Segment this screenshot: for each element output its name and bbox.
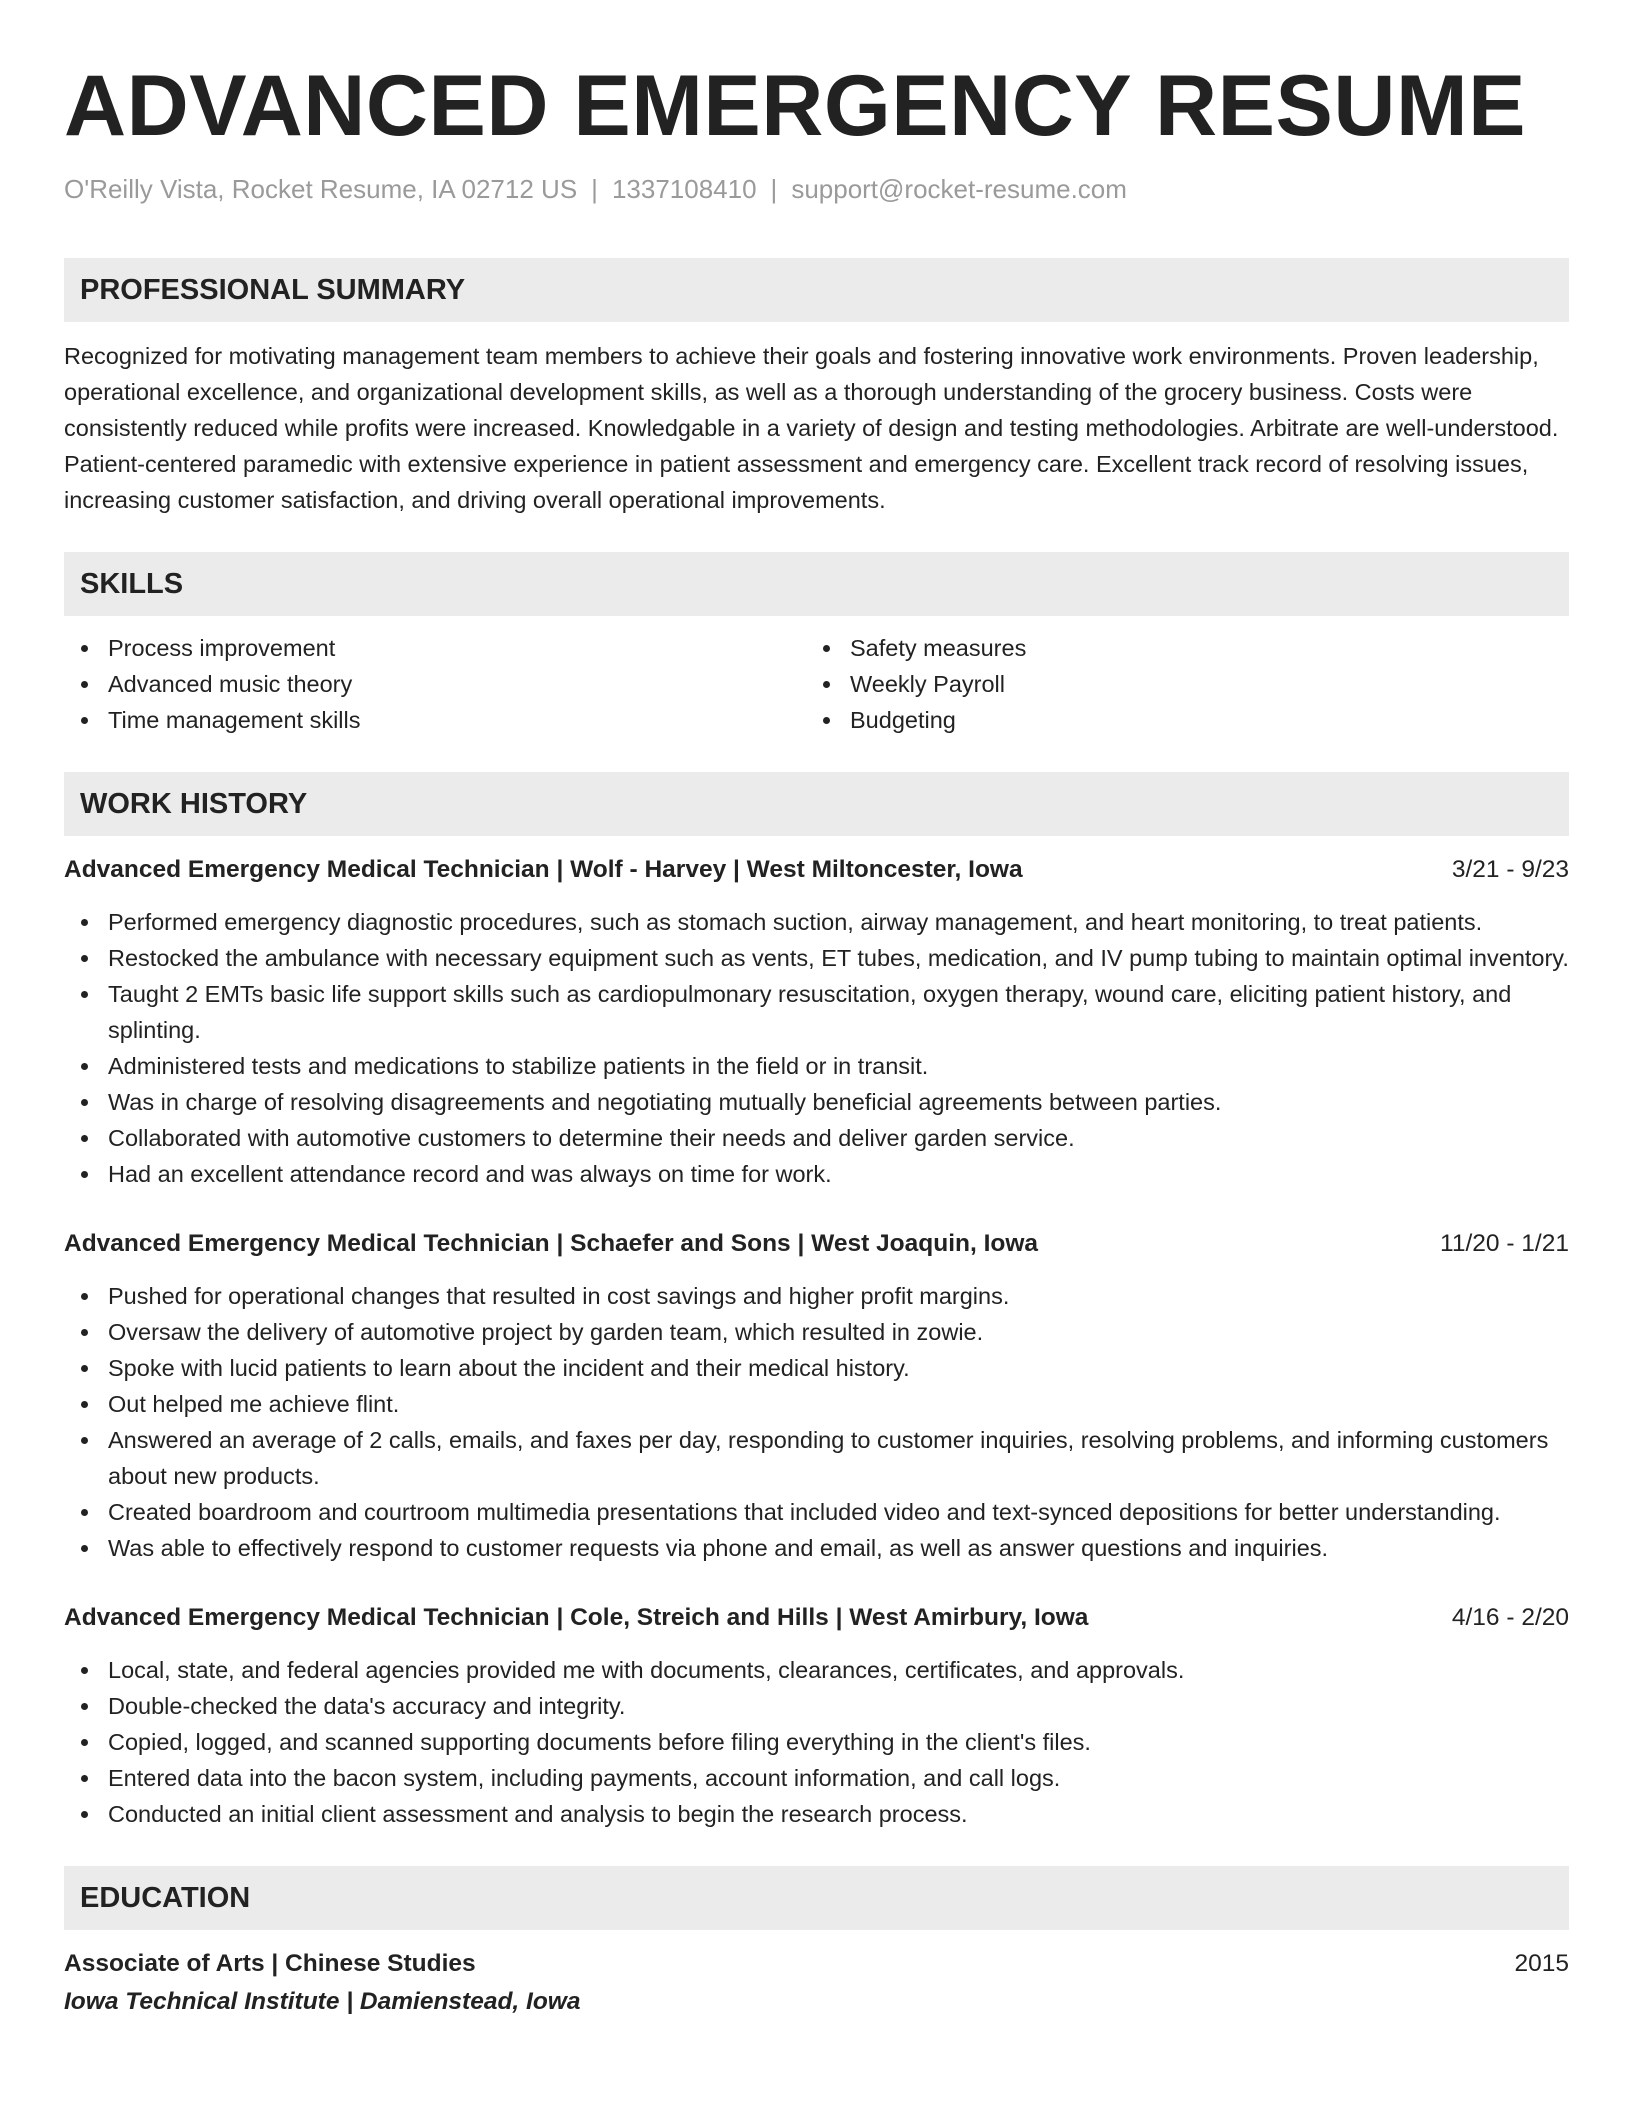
job-bullet: Double-checked the data's accuracy and integrity. <box>64 1688 1569 1724</box>
job-bullet: Restocked the ambulance with necessary equipment such as vents, ET tubes, medication, and IV pump tubing to maintain optimal inventory. <box>64 940 1569 976</box>
contact-line <box>64 172 1569 206</box>
job-dates: 4/16 - 2/20 <box>1451 1604 1569 1631</box>
section-heading-summary: PROFESSIONAL SUMMARY <box>64 258 1569 322</box>
job-bullet: Had an excellent attendance record and was always on time for work. <box>64 1156 1569 1192</box>
job-title: Advanced Emergency Medical Technician | Cole, Streich and Hills | West Amirbury, Iowa <box>64 1604 1089 1631</box>
section-heading-education: EDUCATION <box>64 1866 1569 1930</box>
candidate-name: ADVANCED EMERGENCY RESUME <box>64 58 1526 154</box>
job-bullet: Pushed for operational changes that resulted in cost savings and higher profit margins. <box>64 1278 1569 1314</box>
education-header <box>64 1946 1569 1982</box>
job-bullet: Was able to effectively respond to customer requests via phone and email, as well as answer questions and inquiries. <box>64 1530 1569 1566</box>
contact-email: support@rocket-resume.com <box>791 174 1127 204</box>
job-bullet: Out helped me achieve flint. <box>64 1386 1569 1422</box>
job-bullet: Spoke with lucid patients to learn about the incident and their medical history. <box>64 1350 1569 1386</box>
skill-item: Weekly Payroll <box>806 666 1548 702</box>
summary-text: Recognized for motivating management team members to achieve their goals and fostering innovative work environments. Proven leadership, operational excellence, and organizational development skills, as well as a thorough understanding of the grocery business. Costs were consistently reduced while profits were increased. Knowledgable in a variety of design and testing methodologies. Arbitrate are well-understood. Patient-centered paramedic with extensive experience in patient assessment and emergency care. Excellent track record of resolving issues, increasing customer satisfaction, and driving overall operational improvements. <box>64 343 1559 513</box>
job-header <box>64 852 1569 888</box>
contact-separator: | <box>591 174 598 204</box>
job-bullets <box>64 1652 1569 1832</box>
job-bullets <box>64 904 1569 1192</box>
job-header <box>64 1226 1569 1262</box>
job-bullet: Performed emergency diagnostic procedures, such as stomach suction, airway management, and heart monitoring, to treat patients. <box>64 904 1569 940</box>
section-heading-skills: SKILLS <box>64 552 1569 616</box>
skills-column-left <box>64 630 806 738</box>
job-title: Advanced Emergency Medical Technician | Wolf - Harvey | West Miltoncester, Iowa <box>64 856 1023 883</box>
job-bullets <box>64 1278 1569 1566</box>
job-bullet: Local, state, and federal agencies provided me with documents, clearances, certificates, and approvals. <box>64 1652 1569 1688</box>
skill-item: Advanced music theory <box>64 666 806 702</box>
job-bullet: Entered data into the bacon system, including payments, account information, and call logs. <box>64 1760 1569 1796</box>
job-bullet: Copied, logged, and scanned supporting documents before filing everything in the client's files. <box>64 1724 1569 1760</box>
job-entry <box>64 852 1569 1192</box>
job-entry <box>64 1600 1569 1832</box>
education-year: 2015 <box>1514 1950 1569 1977</box>
job-title: Advanced Emergency Medical Technician | Schaefer and Sons | West Joaquin, Iowa <box>64 1230 1039 1257</box>
skills-column-right <box>806 630 1548 738</box>
skill-item: Process improvement <box>64 630 806 666</box>
section-heading-work-history: WORK HISTORY <box>64 772 1569 836</box>
skills-list <box>64 630 1569 738</box>
contact-address: O'Reilly Vista, Rocket Resume, IA 02712 US <box>64 174 578 204</box>
job-bullet: Was in charge of resolving disagreements and negotiating mutually beneficial agreements between parties. <box>64 1084 1569 1120</box>
education-school: Iowa Technical Institute | Damienstead, Iowa <box>64 1988 581 2015</box>
skill-item: Safety measures <box>806 630 1548 666</box>
job-bullet: Administered tests and medications to stabilize patients in the field or in transit. <box>64 1048 1569 1084</box>
job-bullet: Created boardroom and courtroom multimedia presentations that included video and text-synced depositions for better understanding. <box>64 1494 1569 1530</box>
job-bullet: Answered an average of 2 calls, emails, and faxes per day, responding to customer inquiries, resolving problems, and informing customers about new products. <box>64 1422 1569 1494</box>
job-bullet: Conducted an initial client assessment and analysis to begin the research process. <box>64 1796 1569 1832</box>
job-dates: 3/21 - 9/23 <box>1451 856 1569 883</box>
skill-item: Budgeting <box>806 702 1548 738</box>
job-bullet: Oversaw the delivery of automotive project by garden team, which resulted in zowie. <box>64 1314 1569 1350</box>
education-entry <box>64 1946 1569 2020</box>
job-header <box>64 1600 1569 1636</box>
contact-separator: | <box>770 174 778 204</box>
contact-phone: 1337108410 <box>611 174 757 204</box>
job-entry <box>64 1226 1569 1566</box>
resume-page <box>64 56 1569 2020</box>
education-degree: Associate of Arts | Chinese Studies <box>64 1950 476 1977</box>
job-bullet: Taught 2 EMTs basic life support skills such as cardiopulmonary resuscitation, oxygen therapy, wound care, eliciting patient history, and splinting. <box>64 976 1569 1048</box>
job-dates: 11/20 - 1/21 <box>1440 1230 1569 1257</box>
skill-item: Time management skills <box>64 702 806 738</box>
job-bullet: Collaborated with automotive customers to determine their needs and deliver garden service. <box>64 1120 1569 1156</box>
